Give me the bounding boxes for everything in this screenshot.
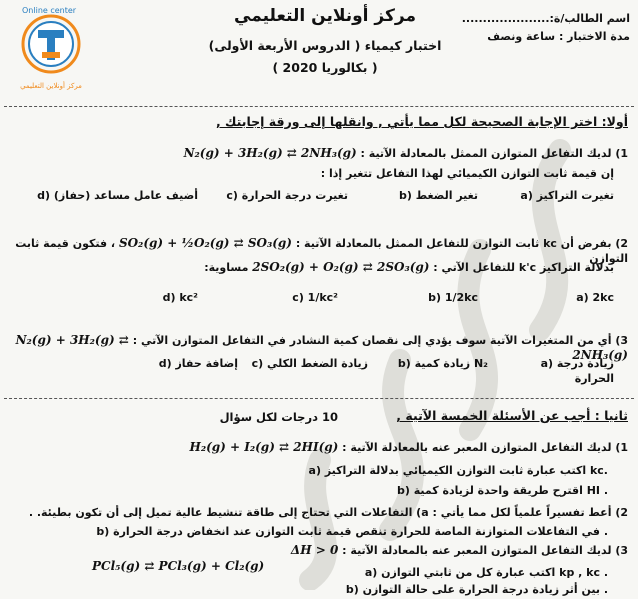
s1-q1-option-d: d) أضيف عامل مساعد (حفاز) [37, 189, 198, 202]
s1-q1-line1: 1) لديك التفاعل المتوازن الممثل بالمعادلة الآتية : N₂(g) + 3H₂(g) ⇄ 2NH₃(g) [183, 146, 628, 160]
s1-q3-line1: 3) أي من المتغيرات الآتية سوف يؤدي إلى نقصان كمية النشادر في التفاعل المتوازن الآتي : N₂(g) + 3H₂(g) ⇄ 2NH₃(g) [15, 333, 628, 362]
section2-marks: 10 درجات لكل سؤال [219, 410, 338, 424]
s2-q3-a: a) اكتب عبارة كل من ثابتي التوازن kp , kc . [364, 566, 608, 579]
s1-q2-option-a: a) 2kc [576, 291, 614, 304]
s1-q2-line1: 2) بفرض أن kc ثابت التوازن للتفاعل الممثل بالمعادلة الآتية : SO₂(g) + ½O₂(g) ⇄ SO₃(g) ، فتكون قيمة ثابت التوازن [15, 236, 628, 265]
s2-q2-line1: 2) أعط تفسيراً علمياً لكل مما يأتي : a) التفاعلات التي تحتاج إلى طاقة تنشيط عالية تميل إلى أن تكون بطيئة. . [28, 506, 628, 519]
s1-q2-option-d: d) kc² [162, 291, 198, 304]
section2-title: ثانيا : أجب عن الأسئلة الخمسة الآتية , [396, 408, 628, 423]
section1-title: أولا: اختر الإجابة الصحيحة لكل مما يأتي , وانقلها إلى ورقة إجابتك , [215, 114, 628, 129]
s2-q1-a: a) اكتب عبارة ثابت التوازن الكيميائي بدلالة التراكيز kc. [308, 464, 608, 477]
s2-q1-line1: 1) لديك التفاعل المتوازن المعبر عنه بالمعادلة الآتية : H₂(g) + I₂(g) ⇄ 2HI(g) [189, 440, 628, 454]
center-title: مركز أونلاين التعليمي [234, 6, 416, 26]
divider-top [4, 106, 634, 107]
s1-q1-option-a: a) تغيرت التراكيز [520, 189, 614, 202]
student-name-label: اسم الطالب/ة:..................... [461, 12, 630, 25]
s1-q3-option-c: c) زيادة الضغط الكلي [251, 357, 368, 370]
s1-q3-option-d: d) إضافة حفاز [158, 357, 238, 370]
s1-q1-line2: إن قيمة ثابت التوازن الكيميائي لهذا التفاعل تتغير إذا : [320, 167, 614, 180]
year-line: ( بكالوريا 2020 ) [272, 60, 378, 75]
s1-q3-option-a: a) زيادة درجة الحرارة [540, 357, 614, 385]
s1-q2-option-c: c) 1/kc² [292, 291, 338, 304]
s2-q2-b: b) في التفاعلات المتوازنة الماصة للحرارة تنقص قيمة ثابت التوازن عند انخفاض درجة الحرارة . [96, 525, 608, 538]
s2-q3-line1: 3) لديك التفاعل المتوازن المعبر عنه بالمعادلة الآتية : ΔH > 0 [290, 543, 628, 557]
logo [14, 4, 88, 96]
subject-line: اختبار كيمياء ( الدروس الأربعة الأولى) [208, 38, 442, 53]
divider-middle [4, 398, 634, 399]
s1-q1-option-c: c) تغيرت درجة الحرارة [226, 189, 348, 202]
s1-q2-line2: بدلالة التراكيز k'c للتفاعل الآتي : 2SO₂(g) + O₂(g) ⇄ 2SO₃(g) مساوية: [204, 260, 614, 274]
s1-q3-option-b: b) زيادة كمية N₂ [397, 357, 488, 370]
s2-q1-b: b) اقترح طريقة واحدة لزيادة كمية HI . [396, 484, 608, 497]
logo-bottom-text: مركز أونلاين التعليمي [20, 82, 82, 90]
duration-label: مدة الاختبار : ساعة ونصف [487, 30, 630, 43]
s1-q2-option-b: b) 1/2kc [428, 291, 478, 304]
s1-q1-option-b: b) تغير الضغط [399, 189, 478, 202]
logo-top-text: Online center [22, 6, 77, 15]
s2-q3-equation: PCl₅(g) ⇄ PCl₃(g) + Cl₂(g) [92, 559, 265, 573]
s2-q3-b: b) بين أثر زيادة درجة الحرارة على حالة التوازن . [345, 583, 608, 596]
